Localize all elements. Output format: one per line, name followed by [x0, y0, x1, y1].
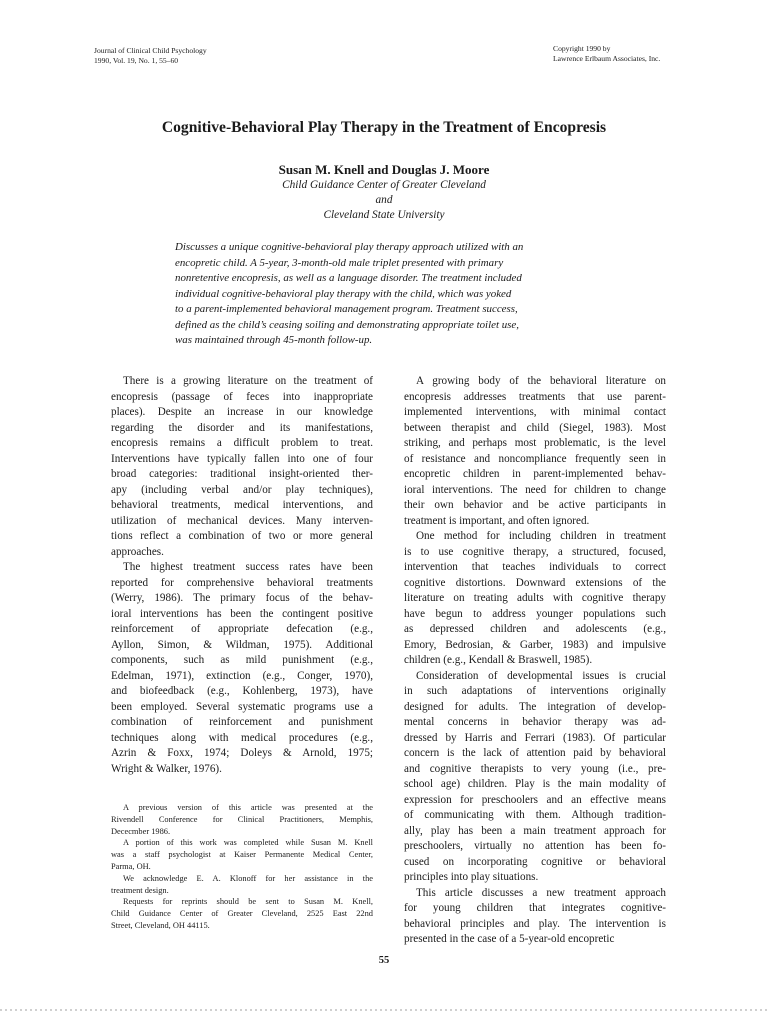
body-text-line: combination of reinforcement and punishment: [111, 716, 373, 728]
body-text-line: Consideration of developmental issues is crucial: [416, 669, 666, 682]
copyright-holder: Lawrence Erlbaum Associates, Inc.: [553, 54, 661, 63]
body-text-line: ioral interventions. The need for children to change: [404, 483, 666, 496]
body-text-line: encopretic children in parent-implemented behav-: [404, 468, 666, 480]
affiliation-line: Child Guidance Center of Greater Cleveland: [282, 179, 486, 191]
body-text-line: cused on incorporating cognitive or behavioral: [404, 855, 666, 868]
page-number: 55: [378, 955, 390, 966]
footnote-line: Street, Cleveland, OH 44115.: [111, 920, 210, 930]
abstract-line: defined as the child’s ceasing soiling and demonstrating appropriate toilet use,: [175, 318, 519, 331]
body-text-line: utilization of mechanical devices. Many interven-: [111, 514, 373, 527]
abstract-line: individual cognitive-behavioral play therapy with the child, which was yoked: [175, 287, 512, 300]
abstract-line: was maintained through 45-month follow-up.: [175, 334, 373, 346]
body-text-line: as depressed children and adolescents (e.g.,: [404, 623, 666, 635]
copyright-year: Copyright 1990 by: [553, 44, 611, 53]
body-text-line: children (e.g., Kendall & Braswell, 1985).: [404, 654, 593, 666]
affiliation-line: and: [375, 194, 393, 206]
abstract: [175, 240, 607, 349]
body-text-line: Wright & Walker, 1976).: [111, 762, 222, 775]
body-text-line: treatment is important, and often ignored.: [404, 514, 590, 527]
journal-name: Journal of Clinical Child Psychology: [94, 46, 207, 55]
scan-artifact-line: [0, 1009, 768, 1011]
affiliation-line: Cleveland State University: [323, 209, 445, 221]
body-text-line: have begun to address younger populations such: [404, 607, 666, 620]
body-text-line: Ayllon, Simon, & Wildman, 1975). Additional: [111, 638, 373, 651]
body-text-line: been employed. Several systematic programs use a: [111, 700, 373, 713]
body-text-line: presented in the case of a 5-year-old encopretic: [404, 933, 615, 945]
body-text-line: regarding the disorder and its manifestations,: [111, 421, 373, 434]
body-text-line: dressed by Harris and Ferrari (1983). Of particular: [404, 731, 666, 744]
body-text-line: Interventions have typically fallen into one of four: [111, 452, 373, 465]
body-text-line: concern is the lack of attention paid by behavioral: [404, 747, 666, 759]
body-text-line: reported for comprehensive behavioral treatments: [111, 576, 373, 589]
body-text-line: literature on treating adults with cognitive therapy: [404, 592, 666, 604]
body-text-line: and biofeedback (e.g., Kohlenberg, 1973), have: [111, 685, 373, 697]
footnote-line: A previous version of this article was presented at the: [123, 803, 373, 812]
body-text-line: and cognitive therapists to very young (i.e., pre-: [404, 762, 666, 775]
body-text-line: encopresis addresses treatments that use parent-: [404, 390, 666, 403]
footnote-line: treatment design.: [111, 885, 169, 895]
abstract-line: encopretic child. A 5-year, 3-month-old male triplet presented with primary: [175, 256, 504, 269]
abstract-line: nonretentive encopresis, as well as a language disorder. The treatment included: [175, 272, 522, 284]
body-text-line: Emory, Bedrosian, & Garber, 1983) and impulsive: [404, 638, 666, 651]
body-text-line: Azrin & Foxx, 1974; Doleys & Arnold, 1975;: [111, 747, 373, 759]
body-text-line: reinforcement of appropriate defecation (e.g.,: [111, 623, 373, 635]
body-text-line: cognitive distortions. Downward extensions of the: [404, 576, 666, 589]
footnote-line: Requests for reprints should be sent to Susan M. Knell,: [123, 897, 373, 907]
body-text-line: broad categories: traditional insight-oriented ther-: [111, 468, 373, 480]
body-text-line: of communicating with them. Although tradition-: [404, 809, 666, 821]
body-text-line: tions reflect a combination of two or more general: [111, 530, 373, 542]
body-text-line: for young children that integrates cognitive-: [404, 902, 666, 914]
body-text-line: encopresis remains a difficult problem to treat.: [111, 437, 373, 449]
body-text-line: apy (including verbal and/or play techniques),: [111, 483, 373, 496]
body-text-line: of resistance and noncompliance frequently seen in: [404, 452, 666, 465]
body-text-line: implemented interventions, with minimal contact: [404, 406, 666, 418]
body-text-line: is to use cognitive therapy, a structured, focused,: [404, 545, 666, 558]
body-text-line: The highest treatment success rates have been: [123, 561, 373, 573]
body-text-line: ioral interventions has been the contingent positive: [111, 607, 373, 620]
body-text-line: designed for adults. The integration of develop-: [404, 700, 666, 713]
body-text-line: striking, and perhaps most problematic, is the level: [404, 437, 666, 449]
body-text-line: principles into play situations.: [404, 871, 539, 883]
body-text-line: This article discusses a new treatment approach: [416, 886, 666, 899]
body-text-line: behavioral principles and play. The intervention is: [404, 917, 666, 930]
body-text-line: One method for including children in treatment: [416, 530, 666, 542]
affiliations: [0, 178, 768, 223]
body-text-line: approaches.: [111, 545, 164, 558]
footnote-line: Parma, OH.: [111, 861, 151, 871]
copyright-notice: [553, 44, 660, 64]
journal-volume: 1990, Vol. 19, No. 1, 55–60: [94, 56, 179, 65]
journal-citation: [94, 46, 207, 66]
body-text-line: in such adaptations of interventions originally: [404, 685, 666, 697]
footnotes: [111, 802, 373, 932]
body-text-line: intervention that teaches individuals to correct: [404, 561, 666, 573]
body-text-line: behavioral treatments, medical interventions, and: [111, 499, 373, 511]
body-text-line: components, such as mild punishment (e.g.,: [111, 654, 373, 666]
abstract-line: Discusses a unique cognitive-behavioral play therapy approach utilized with an: [175, 241, 524, 253]
body-text-line: techniques along with medical procedures (e.g.,: [111, 731, 373, 744]
body-text-line: A growing body of the behavioral literature on: [416, 375, 666, 387]
body-text-line: places). Despite an increase in our knowledge: [111, 406, 373, 418]
body-text-line: encopresis (passage of feces into inappropriate: [111, 390, 373, 403]
footnote-line: We acknowledge E. A. Klonoff for her assistance in the: [123, 873, 373, 883]
body-column-left: [111, 374, 373, 777]
footnote-line: Rivendell Conference for Clinical Practitioners, Memphis,: [111, 814, 373, 824]
body-text-line: Edelman, 1971), extinction (e.g., Conger, 1970),: [111, 669, 373, 682]
body-text-line: expression for preschoolers and an effective means: [404, 793, 666, 806]
footnote-line: Child Guidance Center of Greater Cleveland, 2525 East 22nd: [111, 909, 373, 919]
body-text-line: preschoolers, virtually no attention has been fo-: [404, 840, 666, 852]
body-text-line: There is a growing literature on the treatment of: [123, 375, 373, 387]
body-text-line: their own behavior and be active participants in: [404, 499, 666, 511]
body-text-line: school age) children. Play is the main modality of: [404, 778, 666, 790]
article-title: Cognitive-Behavioral Play Therapy in the Treatment of Encopresis: [161, 119, 607, 136]
body-column-right: [404, 374, 666, 948]
body-text-line: (Werry, 1986). The primary focus of the behav-: [111, 592, 373, 604]
body-text-line: between therapist and child (Siegel, 1983). Most: [404, 421, 666, 434]
author-names: Susan M. Knell and Douglas J. Moore: [278, 162, 490, 177]
footnote-line: was a staff psychologist at Kaiser Permanente Medical Center,: [111, 850, 373, 860]
body-text-line: mental concerns in behavior therapy was ad-: [404, 716, 666, 728]
footnote-line: A portion of this work was completed while Susan M. Knell: [123, 838, 373, 848]
abstract-line: to a parent-implemented behavioral management program. Treatment success,: [175, 303, 518, 315]
body-text-line: ally, play has been a main treatment approach for: [404, 824, 666, 837]
footnote-line: Dececmber 1986.: [111, 826, 171, 836]
